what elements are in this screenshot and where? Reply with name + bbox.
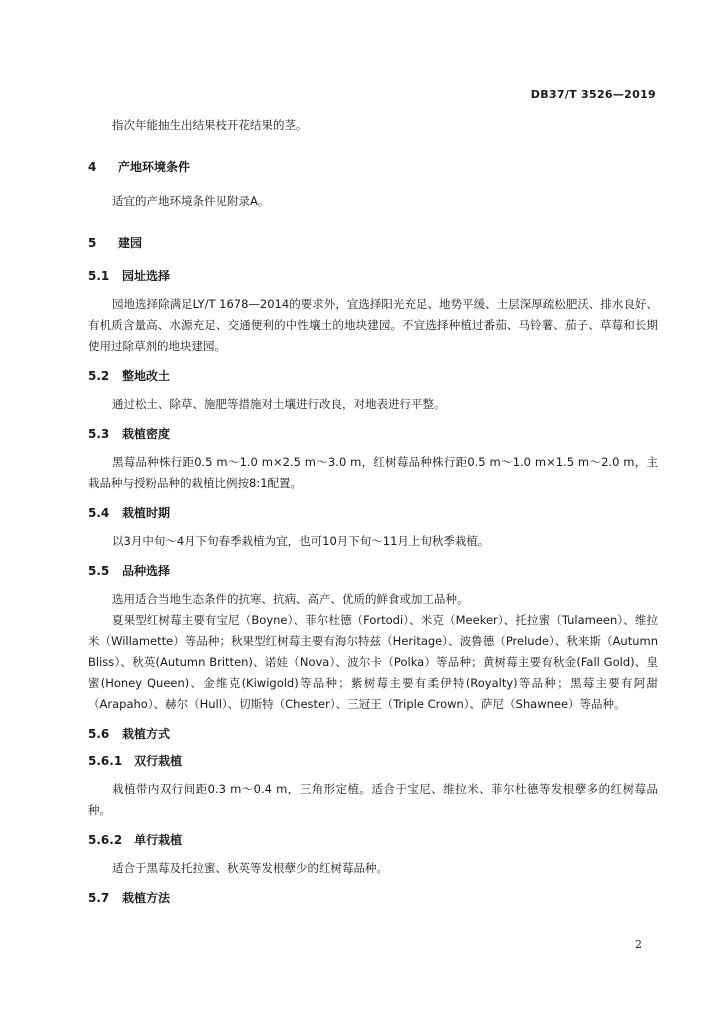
document-body [88, 115, 658, 916]
section-heading [88, 725, 658, 742]
section-title: 产地环境条件 [118, 160, 191, 174]
section-heading [88, 562, 658, 579]
section-title: 品种选择 [122, 564, 171, 578]
section-number: 5.5 [88, 564, 110, 578]
section-paragraph: 适宜的产地环境条件见附录A。 [112, 194, 270, 208]
section-title: 栽植方法 [122, 891, 171, 905]
section-number: 5.3 [88, 427, 110, 441]
section-paragraph: 栽植带内双行间距0.3 m～0.4 m，三角形定植。适合于宝尼、维拉米、菲尔杜德等发根孽多的红树莓品种。 [88, 782, 658, 817]
section-heading [88, 267, 658, 284]
section-paragraph: 园地选择除满足LY/T 1678—2014的要求外，宜选择阳光充足、地势平缓、土层深厚疏松肥沃、排水良好、有机质含量高、水源充足、交通便利的中性壤土的地块建园。不宜选择种植过番茄、马铃薯、茄子、草莓和长期使用过除草剂的地块建园。 [88, 297, 658, 353]
section-number: 5.4 [88, 506, 110, 520]
section-title: 建园 [118, 236, 143, 250]
section-number: 5.1 [88, 269, 110, 283]
section-paragraph: 黑莓品种株行距0.5 m～1.0 m×2.5 m～3.0 m，红树莓品种株行距0.5 m～1.0 m×1.5 m～2.0 m，主栽品种与授粉品种的栽植比例按8:1配置。 [88, 455, 658, 490]
continuation-paragraph: 指次年能抽生出结果枝开花结果的茎。 [112, 118, 308, 132]
section-heading [88, 889, 658, 906]
page-number: 2 [635, 938, 642, 951]
section-heading [88, 831, 658, 848]
section-title: 双行栽植 [134, 754, 183, 768]
section-heading [88, 158, 658, 175]
section-paragraph: 适合于黑莓及托拉蜜、秋英等发根孽少的红树莓品种。 [112, 861, 388, 875]
section-heading [88, 425, 658, 442]
section-heading [88, 752, 658, 769]
section-title: 栽植密度 [122, 427, 171, 441]
section-number: 5.6.2 [88, 833, 123, 847]
section-heading [88, 367, 658, 384]
section-title: 栽植时期 [122, 506, 171, 520]
section-title: 整地改土 [122, 369, 171, 383]
section-heading [88, 234, 658, 251]
section-number: 5 [88, 236, 97, 250]
section-number: 5.7 [88, 891, 110, 905]
section-number: 4 [88, 160, 97, 174]
sections-container [88, 158, 658, 906]
section-number: 5.6 [88, 727, 110, 741]
section-paragraph: 通过松土、除草、施肥等措施对土壤进行改良，对地表进行平整。 [112, 397, 446, 411]
section-title: 园址选择 [122, 269, 171, 283]
section-number: 5.2 [88, 369, 110, 383]
section-paragraph: 选用适合当地生态条件的抗寒、抗病、高产、优质的鲜食或加工品种。 [112, 592, 469, 606]
section-paragraph: 夏果型红树莓主要有宝尼（Boyne）、菲尔杜德（Fortodi）、米克（Meeker）、托拉蜜（Tulameen）、维拉米（Willamette）等品种；秋果型红树莓主要有海尔特兹（Heritage）、波鲁德（Prelude）、秋来斯（Autumn Bliss）、秋英(Autumn Britten)、诺娃（Nova）、波尔卡（Polka）等品种；黄树莓主要有秋金(Fall Gold)、皇蜜(Honey Queen)、金维克(Kiwigold)等品种；紫树莓主要有柔伊特(Royalty)等品种；黑莓主要有阿甜（Arapaho）、赫尔（Hull）、切斯特（Chester）、三冠王（Triple Crown）、萨尼（Shawnee）等品种。 [88, 613, 658, 711]
document-code: DB37/T 3526—2019 [530, 88, 656, 101]
section-title: 单行栽植 [134, 833, 183, 847]
section-title: 栽植方式 [122, 727, 171, 741]
section-number: 5.6.1 [88, 754, 123, 768]
section-paragraph: 以3月中旬～4月下旬春季栽植为宜，也可10月下旬～11月上旬秋季栽植。 [112, 534, 490, 548]
section-heading [88, 504, 658, 521]
